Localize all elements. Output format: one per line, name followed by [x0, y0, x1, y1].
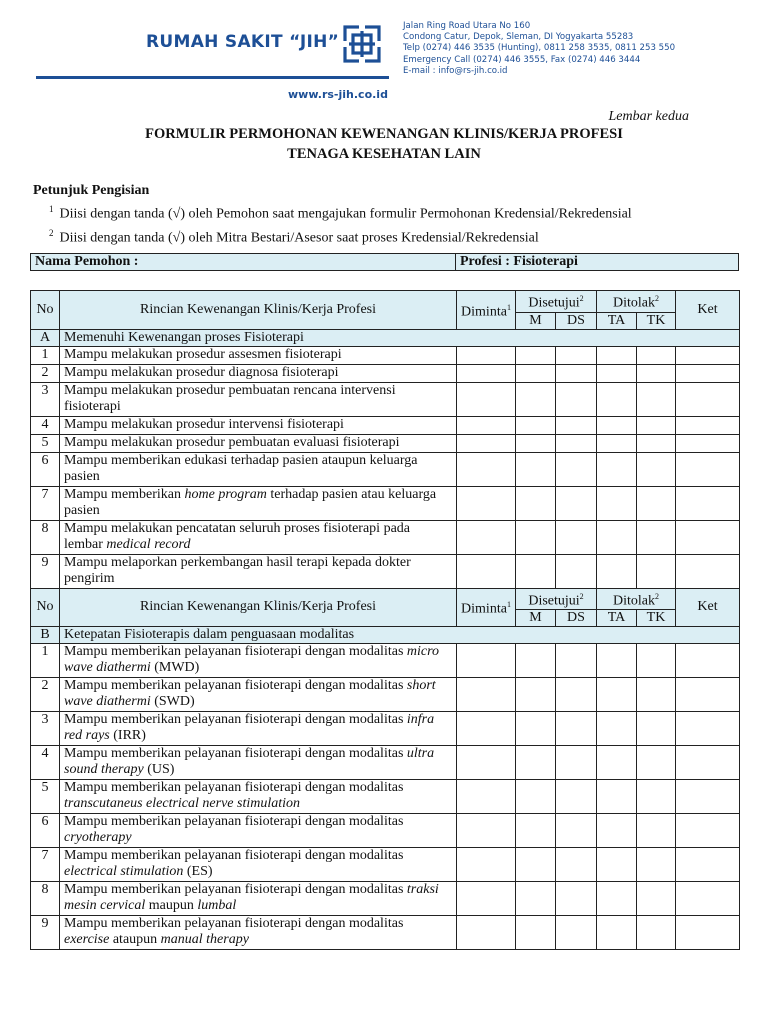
- cell-requested[interactable]: [457, 848, 516, 882]
- cell-approved-m[interactable]: [516, 416, 556, 434]
- item-description: [60, 848, 457, 882]
- item-no: 1: [31, 346, 60, 364]
- item-text: Mampu memberikan pelayanan fisioterapi dengan modalitas: [64, 678, 407, 694]
- item-term: short wave diathermi: [64, 678, 436, 710]
- cell-requested[interactable]: [457, 814, 516, 848]
- cell-remarks[interactable]: [676, 434, 740, 452]
- instruction-note-2: [33, 224, 632, 248]
- item-no: 2: [31, 364, 60, 382]
- cell-approved-m[interactable]: [516, 486, 556, 520]
- col-rejected-tk: TK: [637, 312, 676, 329]
- col-remarks-header: Ket: [676, 291, 740, 330]
- item-text: Mampu memberikan pelayanan fisioterapi dengan modalitas: [64, 780, 404, 796]
- cell-rejected-ta[interactable]: [597, 678, 637, 712]
- cell-rejected-tk[interactable]: [637, 416, 676, 434]
- item-term: micro wave diathermi: [64, 644, 440, 676]
- item-description: [60, 382, 457, 416]
- col-remarks-header: Ket: [676, 588, 740, 627]
- cell-rejected-tk[interactable]: [637, 814, 676, 848]
- cell-rejected-tk[interactable]: [637, 746, 676, 780]
- item-term-2: lumbal: [197, 898, 237, 914]
- cell-rejected-ta[interactable]: [597, 486, 637, 520]
- col-approved-header: [516, 588, 597, 610]
- cell-requested[interactable]: [457, 746, 516, 780]
- cell-rejected-ta[interactable]: [597, 882, 637, 916]
- cell-rejected-ta[interactable]: [597, 554, 637, 588]
- item-no: 3: [31, 712, 60, 746]
- cell-approved-m[interactable]: [516, 452, 556, 486]
- cell-requested[interactable]: [457, 346, 516, 364]
- cell-rejected-tk[interactable]: [637, 780, 676, 814]
- item-description: [60, 814, 457, 848]
- header-divider: [36, 76, 389, 79]
- cell-rejected-tk[interactable]: [637, 486, 676, 520]
- cell-rejected-ta[interactable]: [597, 644, 637, 678]
- section-code: B: [31, 627, 60, 644]
- applicant-name-field[interactable]: Nama Pemohon :: [31, 254, 456, 271]
- cell-rejected-ta[interactable]: [597, 382, 637, 416]
- applicant-table: [30, 253, 739, 271]
- cell-approved-ds[interactable]: [556, 780, 597, 814]
- cell-approved-ds[interactable]: [556, 434, 597, 452]
- cell-rejected-tk[interactable]: [637, 382, 676, 416]
- cell-rejected-tk[interactable]: [637, 554, 676, 588]
- item-text: Mampu memberikan pelayanan fisioterapi dengan modalitas: [64, 712, 407, 728]
- cell-approved-m[interactable]: [516, 434, 556, 452]
- table-row: [31, 882, 740, 916]
- cell-approved-ds[interactable]: [556, 678, 597, 712]
- table-row: [31, 678, 740, 712]
- table-row: [31, 520, 740, 554]
- approved-mark: 2: [579, 591, 584, 601]
- cell-rejected-tk[interactable]: [637, 434, 676, 452]
- rejected-mark: 2: [655, 591, 659, 601]
- item-description: [60, 644, 457, 678]
- cell-approved-m[interactable]: [516, 520, 556, 554]
- item-no: 6: [31, 814, 60, 848]
- sheet-label: Lembar kedua: [608, 109, 689, 124]
- item-term: medical record: [106, 536, 191, 552]
- col-rejected-tk: TK: [637, 610, 676, 627]
- cell-requested[interactable]: [457, 712, 516, 746]
- cell-rejected-tk[interactable]: [637, 364, 676, 382]
- note-mark-2: 2: [49, 227, 54, 238]
- table-row: [31, 486, 740, 520]
- item-description: [60, 452, 457, 486]
- contact-address-line: Jalan Ring Road Utara No 160: [403, 21, 531, 31]
- instruction-note-1-text: Diisi dengan tanda (√) oleh Pemohon saat mengajukan formulir Permohonan Kredensial/Rekredensial: [59, 206, 632, 222]
- cell-approved-ds[interactable]: [556, 554, 597, 588]
- item-description: [60, 346, 457, 364]
- cell-requested[interactable]: [457, 916, 516, 950]
- table-row: [31, 434, 740, 452]
- cell-remarks[interactable]: [676, 882, 740, 916]
- col-rejected-header: [597, 588, 676, 610]
- cell-approved-m[interactable]: [516, 554, 556, 588]
- section-a-header-row: [31, 291, 740, 313]
- cell-remarks[interactable]: [676, 416, 740, 434]
- cell-remarks[interactable]: [676, 364, 740, 382]
- cell-requested[interactable]: [457, 434, 516, 452]
- col-approved-ds: DS: [556, 610, 597, 627]
- cell-remarks[interactable]: [676, 848, 740, 882]
- website-link[interactable]: www.rs-jih.co.id: [288, 88, 388, 101]
- contact-phone-line: Telp (0274) 446 3535 (Hunting), 0811 258 3535, 0811 253 550: [403, 43, 676, 54]
- item-no: 1: [31, 644, 60, 678]
- item-no: 6: [31, 452, 60, 486]
- cell-rejected-tk[interactable]: [637, 644, 676, 678]
- cell-remarks[interactable]: [676, 712, 740, 746]
- cell-rejected-tk[interactable]: [637, 346, 676, 364]
- cell-approved-m[interactable]: [516, 882, 556, 916]
- cell-rejected-ta[interactable]: [597, 434, 637, 452]
- cell-approved-m[interactable]: [516, 916, 556, 950]
- item-term: traksi mesin cervical: [64, 882, 439, 914]
- item-text-suffix: ataupun: [109, 932, 161, 948]
- cell-remarks[interactable]: [676, 346, 740, 364]
- cell-approved-ds[interactable]: [556, 916, 597, 950]
- table-row: [31, 382, 740, 416]
- cell-approved-m[interactable]: [516, 780, 556, 814]
- item-no: 4: [31, 416, 60, 434]
- cell-approved-ds[interactable]: [556, 486, 597, 520]
- item-text: Mampu memberikan pelayanan fisioterapi dengan modalitas: [64, 916, 404, 932]
- cell-approved-ds[interactable]: [556, 346, 597, 364]
- cell-rejected-tk[interactable]: [637, 882, 676, 916]
- cell-approved-ds[interactable]: [556, 746, 597, 780]
- item-text: Mampu melakukan prosedur pembuatan rencana intervensi fisioterapi: [64, 382, 396, 414]
- col-detail-header: Rincian Kewenangan Klinis/Kerja Profesi: [60, 291, 457, 330]
- rejected-label: Ditolak: [613, 593, 655, 609]
- col-approved-ds: DS: [556, 312, 597, 329]
- item-no: 4: [31, 746, 60, 780]
- contact-email-line: E-mail : info@rs-jih.co.id: [403, 65, 508, 76]
- cell-requested[interactable]: [457, 678, 516, 712]
- item-term-2: manual therapy: [160, 932, 249, 948]
- section-b-row: [31, 627, 740, 644]
- item-text: Mampu memberikan pelayanan fisioterapi dengan modalitas: [64, 746, 407, 762]
- item-no: 9: [31, 554, 60, 588]
- cell-rejected-ta[interactable]: [597, 452, 637, 486]
- cell-approved-m[interactable]: [516, 746, 556, 780]
- table-row: [31, 416, 740, 434]
- cell-remarks[interactable]: [676, 916, 740, 950]
- item-term: infra red rays: [64, 712, 435, 744]
- cell-remarks[interactable]: [676, 814, 740, 848]
- table-row: [31, 814, 740, 848]
- cell-approved-m[interactable]: [516, 678, 556, 712]
- table-row: [31, 712, 740, 746]
- item-text: Mampu memberikan edukasi terhadap pasien ataupun keluarga pasien: [64, 452, 418, 484]
- item-text-suffix: terhadap pasien atau keluarga pasien: [64, 486, 437, 518]
- item-no: 5: [31, 780, 60, 814]
- section-code: A: [31, 329, 60, 346]
- table-row: [31, 554, 740, 588]
- cell-approved-m[interactable]: [516, 712, 556, 746]
- contact-city-line: Condong Catur, Depok, Sleman, DI Yogyakarta 55283: [403, 32, 634, 43]
- item-description: [60, 486, 457, 520]
- cell-approved-ds[interactable]: [556, 520, 597, 554]
- col-no-header: No: [31, 588, 60, 627]
- cell-requested[interactable]: [457, 554, 516, 588]
- hospital-name: RUMAH SAKIT “JIH”: [146, 32, 340, 52]
- item-text: Mampu melakukan prosedur assesmen fisioterapi: [64, 346, 342, 362]
- table-row: [31, 916, 740, 950]
- item-text-suffix: maupun: [145, 898, 198, 914]
- requested-mark: 1: [506, 600, 511, 610]
- col-rejected-ta: TA: [597, 610, 637, 627]
- approved-label: Disetujui: [528, 593, 580, 609]
- item-text-suffix: (ES): [183, 864, 213, 880]
- form-subtitle: TENAGA KESEHATAN LAIN: [287, 146, 481, 162]
- item-description: [60, 364, 457, 382]
- col-rejected-header: [597, 291, 676, 313]
- requested-label: Diminta: [461, 601, 507, 617]
- table-row: [31, 780, 740, 814]
- item-text: Mampu melakukan prosedur intervensi fisioterapi: [64, 416, 344, 432]
- contact-block: [403, 21, 675, 77]
- cell-rejected-ta[interactable]: [597, 916, 637, 950]
- item-description: [60, 780, 457, 814]
- cell-rejected-ta[interactable]: [597, 346, 637, 364]
- cell-requested[interactable]: [457, 382, 516, 416]
- rejected-label: Ditolak: [613, 295, 655, 311]
- cell-rejected-ta[interactable]: [597, 364, 637, 382]
- item-term: cryotherapy: [64, 830, 132, 846]
- table-row: [31, 364, 740, 382]
- col-approved-m: M: [516, 610, 556, 627]
- item-no: 7: [31, 486, 60, 520]
- approved-mark: 2: [579, 294, 584, 303]
- cell-approved-m[interactable]: [516, 848, 556, 882]
- cell-approved-m[interactable]: [516, 346, 556, 364]
- item-text: Mampu memberikan: [64, 486, 185, 502]
- item-description: [60, 882, 457, 916]
- cell-remarks[interactable]: [676, 746, 740, 780]
- item-no: 5: [31, 434, 60, 452]
- item-term: ultra sound therapy: [64, 746, 435, 778]
- cell-remarks[interactable]: [676, 554, 740, 588]
- cell-rejected-ta[interactable]: [597, 520, 637, 554]
- table-row: [31, 848, 740, 882]
- cell-rejected-ta[interactable]: [597, 780, 637, 814]
- cell-approved-m[interactable]: [516, 644, 556, 678]
- item-term: exercise: [64, 932, 110, 948]
- cell-rejected-tk[interactable]: [637, 452, 676, 486]
- item-text: Mampu melaporkan perkembangan hasil terapi kepada dokter pengirim: [64, 554, 411, 586]
- table-row: [31, 346, 740, 364]
- item-no: 9: [31, 916, 60, 950]
- cell-rejected-tk[interactable]: [637, 848, 676, 882]
- cell-remarks[interactable]: [676, 486, 740, 520]
- requested-mark: 1: [506, 302, 511, 312]
- item-text: Mampu melakukan prosedur diagnosa fisioterapi: [64, 364, 339, 380]
- cell-approved-ds[interactable]: [556, 814, 597, 848]
- col-approved-header: [516, 291, 597, 313]
- item-description: [60, 554, 457, 588]
- section-title: Ketepatan Fisioterapis dalam penguasaan modalitas: [60, 627, 740, 644]
- cell-approved-ds[interactable]: [556, 712, 597, 746]
- cell-remarks[interactable]: [676, 644, 740, 678]
- cell-remarks[interactable]: [676, 452, 740, 486]
- cell-approved-m[interactable]: [516, 814, 556, 848]
- cell-rejected-tk[interactable]: [637, 520, 676, 554]
- instructions-heading: Petunjuk Pengisian: [33, 183, 150, 198]
- contact-emergency-line: Emergency Call (0274) 446 3555, Fax (0274) 446 3444: [403, 54, 641, 65]
- cell-rejected-ta[interactable]: [597, 848, 637, 882]
- cell-rejected-ta[interactable]: [597, 416, 637, 434]
- item-description: [60, 746, 457, 780]
- item-description: [60, 712, 457, 746]
- item-term: transcutaneus electrical nerve stimulation: [64, 796, 301, 812]
- approved-label: Disetujui: [528, 295, 580, 311]
- item-no: 7: [31, 848, 60, 882]
- cell-rejected-ta[interactable]: [597, 746, 637, 780]
- item-no: 8: [31, 882, 60, 916]
- item-no: 3: [31, 382, 60, 416]
- cell-rejected-tk[interactable]: [637, 678, 676, 712]
- cell-remarks[interactable]: [676, 382, 740, 416]
- item-text-suffix: (MWD): [150, 660, 200, 676]
- item-text: Mampu memberikan pelayanan fisioterapi dengan modalitas: [64, 882, 407, 898]
- cell-requested[interactable]: [457, 486, 516, 520]
- col-no-header: No: [31, 291, 60, 330]
- table-row: [31, 644, 740, 678]
- instructions: [33, 182, 632, 247]
- section-title: Memenuhi Kewenangan proses Fisioterapi: [60, 329, 740, 346]
- item-term: electrical stimulation: [64, 864, 184, 880]
- item-text: Mampu melakukan prosedur pembuatan evaluasi fisioterapi: [64, 434, 400, 450]
- cell-remarks[interactable]: [676, 780, 740, 814]
- item-description: [60, 416, 457, 434]
- item-text-suffix: (IRR): [109, 728, 146, 744]
- item-text-suffix: (SWD): [150, 694, 195, 710]
- item-description: [60, 678, 457, 712]
- cell-requested[interactable]: [457, 520, 516, 554]
- item-no: 2: [31, 678, 60, 712]
- applicant-profession-field: Profesi : Fisioterapi: [456, 254, 739, 271]
- cell-rejected-ta[interactable]: [597, 814, 637, 848]
- cell-requested[interactable]: [457, 364, 516, 382]
- cell-remarks[interactable]: [676, 520, 740, 554]
- cell-approved-ds[interactable]: [556, 416, 597, 434]
- item-description: [60, 916, 457, 950]
- cell-rejected-ta[interactable]: [597, 712, 637, 746]
- instruction-note-1: [33, 200, 632, 224]
- table-row: [31, 746, 740, 780]
- col-requested-header: [457, 291, 516, 330]
- item-text: Mampu memberikan pelayanan fisioterapi dengan modalitas: [64, 848, 404, 864]
- instruction-note-2-text: Diisi dengan tanda (√) oleh Mitra Bestari/Asesor saat proses Kredensial/Rekredensial: [59, 230, 539, 246]
- cell-requested[interactable]: [457, 452, 516, 486]
- cell-requested[interactable]: [457, 882, 516, 916]
- item-no: 8: [31, 520, 60, 554]
- item-text-suffix: (US): [143, 762, 175, 778]
- rejected-mark: 2: [655, 294, 659, 303]
- col-rejected-ta: TA: [597, 312, 637, 329]
- cell-approved-ds[interactable]: [556, 382, 597, 416]
- cell-requested[interactable]: [457, 644, 516, 678]
- item-text: Mampu memberikan pelayanan fisioterapi dengan modalitas: [64, 814, 404, 830]
- item-text: Mampu melakukan pencatatan seluruh proses fisioterapi pada lembar: [64, 520, 410, 552]
- cell-approved-ds[interactable]: [556, 364, 597, 382]
- col-detail-header: Rincian Kewenangan Klinis/Kerja Profesi: [60, 588, 457, 627]
- cell-requested[interactable]: [457, 780, 516, 814]
- col-approved-m: M: [516, 312, 556, 329]
- item-description: [60, 520, 457, 554]
- cell-remarks[interactable]: [676, 678, 740, 712]
- cell-approved-m[interactable]: [516, 364, 556, 382]
- item-description: [60, 434, 457, 452]
- cell-rejected-tk[interactable]: [637, 916, 676, 950]
- cell-approved-ds[interactable]: [556, 452, 597, 486]
- cell-rejected-tk[interactable]: [637, 712, 676, 746]
- hospital-logo-icon: [342, 24, 382, 64]
- cell-approved-ds[interactable]: [556, 644, 597, 678]
- letterhead: [36, 18, 736, 106]
- section-a-row: [31, 329, 740, 346]
- item-term: home program: [184, 486, 267, 502]
- requested-label: Diminta: [461, 304, 507, 320]
- cell-approved-ds[interactable]: [556, 882, 597, 916]
- cell-approved-m[interactable]: [516, 382, 556, 416]
- privileges-table: [30, 290, 740, 950]
- form-title: FORMULIR PERMOHONAN KEWENANGAN KLINIS/KERJA PROFESI: [145, 126, 623, 142]
- item-text: Mampu memberikan pelayanan fisioterapi dengan modalitas: [64, 644, 407, 660]
- note-mark-1: 1: [49, 204, 54, 214]
- cell-requested[interactable]: [457, 416, 516, 434]
- section-b-header-row: [31, 588, 740, 610]
- cell-approved-ds[interactable]: [556, 848, 597, 882]
- table-row: [31, 452, 740, 486]
- col-requested-header: [457, 588, 516, 627]
